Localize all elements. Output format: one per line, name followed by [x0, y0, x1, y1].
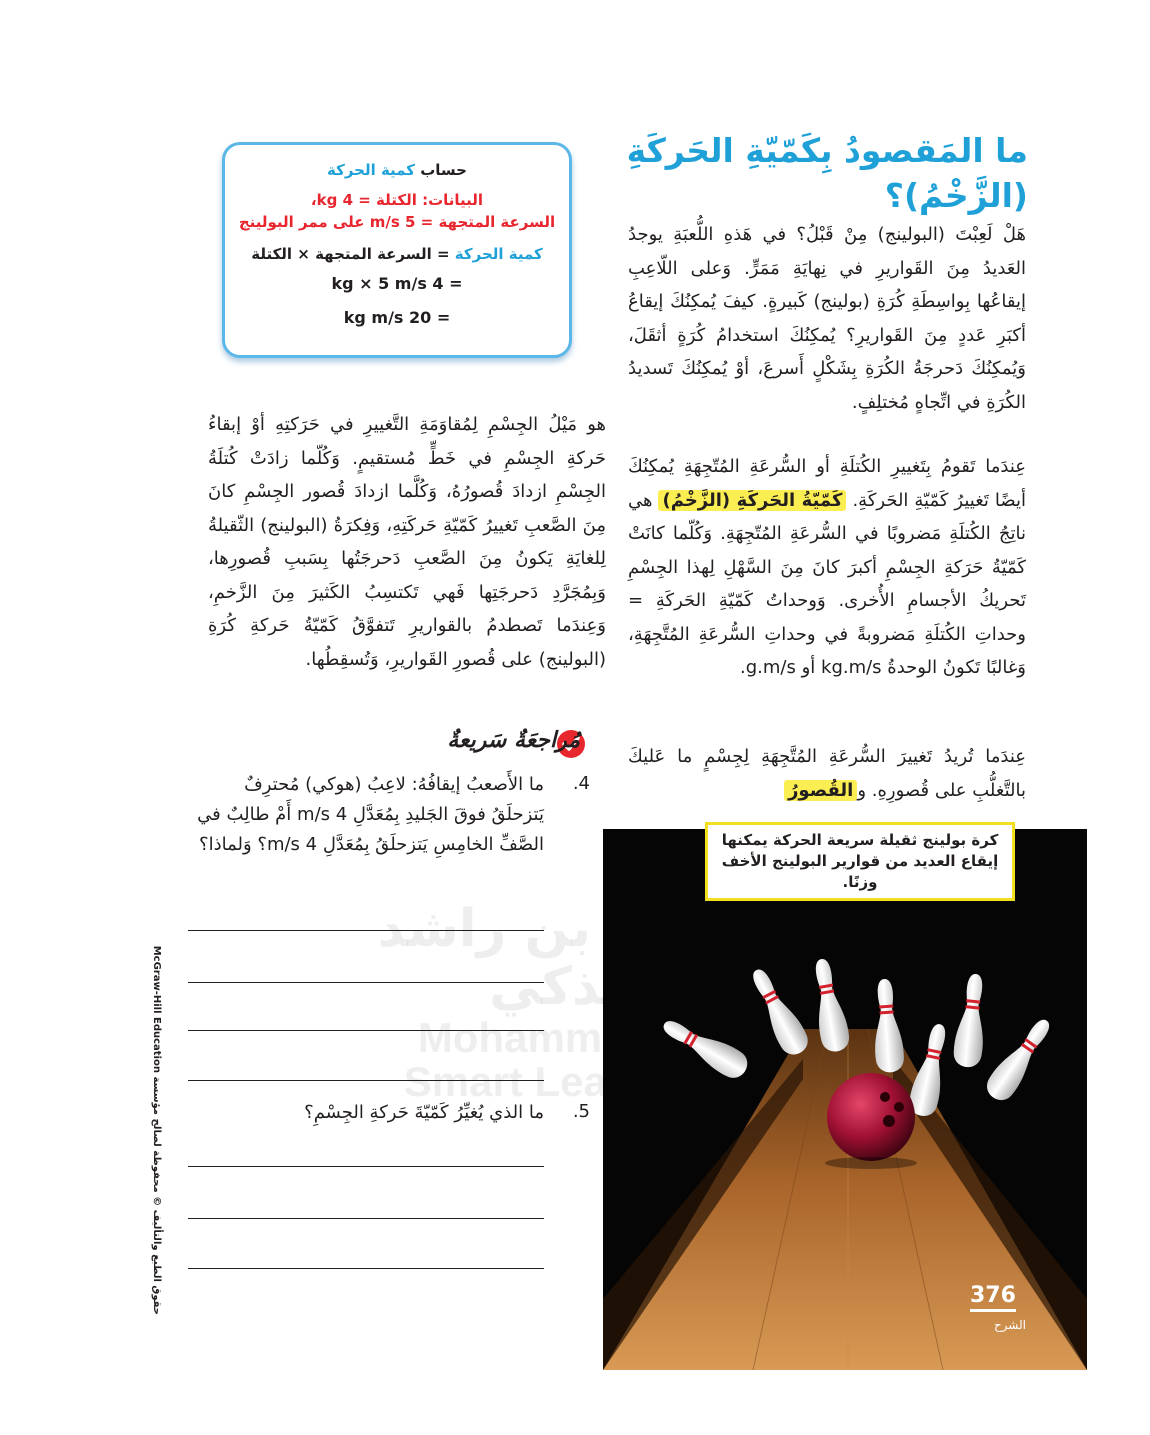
page-number-value: 376 [970, 1283, 1016, 1312]
paragraph-text: عِندَما تَقومُ بِتَغييرِ الكُتلَةِ أو السُّرعَةِ المُتّجِهَةِ يُمكِنُكَ أيضًا تَغييرُ كَمّيّةِ الحَركَةِ. [628, 456, 1026, 511]
page-number [970, 1283, 1030, 1312]
page-title: ما المَقصودُ بِكَمّيّةِ الحَركَةِ (الزَّخْمُ)؟ [626, 131, 1028, 215]
paragraph-text: هي ناتِجُ الكُتلَةِ مَضروبًا في السُّرعَةِ المُتّجِهَةِ. وَكُلّما كانَتْ كَمّيّةُ حَرَكةِ الجِسْمِ أكبرَ كانَ مِنَ السَّهْلِ لِهذا الجِسْمِ تَحريكُ الأجسامِ الأُخرى. وَوحداتُ كَمّيّةِ الحَركَةِ = وحداتِ الكُتلَةِ مَضروبةً في وحداتِ السُّرعَةِ المُتَّجِهَةِ، وَغالبًا تَكونُ الوحدةُ kg.m/s أو g.m/s. [628, 489, 1026, 678]
page-label: الشرح [993, 1318, 1026, 1332]
answer-line[interactable] [188, 1218, 544, 1219]
question-4-text: ما الأَصعبُ إيقافُهُ: لاعِبُ (هوكي) مُحترِفٌ يَتزحلَقُ فوقَ الجَليدِ بِمُعَدَّلِ 4 m/s أَمْ طالِبٌ في الصَّفِّ الخامِسِ يَتزحلَقُ بِمُعَدَّلِ 4 m/s؟ وَلماذا؟ [197, 774, 544, 855]
calc-step-2: = 20 kg m/s [343, 308, 451, 327]
photo-caption: كرة بولينج ثقيلة سريعة الحركة يمكنها إيقاع العديد من قوارير البولينج الأخف وزنًا. [705, 822, 1015, 901]
paragraph-inertia-definition: هو مَيْلُ الجِسْمِ لِمُقاوَمَةِ التَّغييرِ في حَرَكتِهِ أوْ إبقاءُ حَركةِ الجِسْمِ في خَطٍّ مُستقيمٍ. وَكُلّما زادَتْ كُتلَةُ الجِسْمِ ازدادَ قُصورُهُ، وَكُلَّما ازدادَ قُصور الجِسْمِ كانَ مِنَ الصَّعبِ تَغييرُ كَمّيّةِ حَركَتِهِ، وَفِكرَةُ (البولينج) الثّقيلةُ لِلغايَةِ يَكونُ مِنَ الصَّعبِ دَحرجَتُها بِسَببِ قُصورِها، وَبِمُجَرَّدِ دَحرجَتِها فَهي تَكتسِبُ الكَثيرَ مِنَ الزَّخمِ، وَعِندَما تَصطدمُ بالقواريرِ تَتفوَّقُ كَمّيّةُ حَركةِ كُرَةِ (البولينج) على قُصورِ القَواريرِ، وَتُسقِطُها. [208, 414, 606, 670]
calc-given-velocity: السرعة المتجهة = 5 m/s على ممر البولينج [238, 213, 556, 231]
momentum-calculation-box [222, 142, 572, 358]
question-number: 4. [572, 773, 590, 794]
answer-line[interactable] [188, 1166, 544, 1167]
key-term-inertia: القُصورُ [784, 780, 857, 801]
paragraph-inertia [628, 740, 1026, 807]
answer-line[interactable] [188, 930, 544, 931]
watermark-line: الذكي [489, 957, 640, 1017]
calc-formula [225, 243, 569, 265]
calc-heading [225, 159, 569, 181]
answer-line[interactable] [188, 982, 544, 983]
watermark-line: بن راشد [377, 899, 591, 959]
calc-formula-rest: = السرعة المتجهة × الكتلة [251, 245, 455, 263]
calc-step-1: = 4 kg × 5 m/s [331, 274, 463, 293]
watermark-line: Smart [403, 1058, 523, 1105]
paragraph-intro: هَلْ لَعِبْتَ (البولينج) مِنْ قَبْلُ؟ في هَذهِ اللُّعبَةِ يوجدُ العَديدُ مِنَ القَواريرِ في نِهايَةِ مَمَرٍّ. وَعلى اللّاعِبِ إيقاعُها بِواسِطَةِ كُرَةِ (بولينج) كَبيرةٍ. كيفَ يُمكِنُكَ إيقاعُ أكبَرِ عَددٍ مِنَ القَواريرِ؟ يُمكِنُكَ استخدامُ كُرَةٍ أثقَلَ، وَيُمكِنُكَ دَحرجَةُ الكُرَةِ بِشَكْلٍ أَسرعَ، أوْ يُمكِنُكَ تَسديدُ الكُرَةِ في اتِّجاهٍ مُختلِفٍ. [628, 224, 1026, 413]
key-term-momentum: كَمّيّةُ الحَركَةِ (الزَّخْمُ) [658, 490, 846, 511]
question-number: 5. [572, 1101, 590, 1122]
paragraph-momentum [628, 450, 1026, 685]
quick-review-heading: مُراجعَةٌ سَريعةٌ [447, 728, 580, 753]
answer-line[interactable] [188, 1080, 544, 1081]
answer-line[interactable] [188, 1030, 544, 1031]
answer-line[interactable] [188, 1268, 544, 1269]
calc-heading-term: كمية الحركة [327, 161, 415, 179]
question-5-text: ما الذي يُغيِّرُ كَمّيّةَ حَركةِ الجِسْمِ؟ [304, 1102, 544, 1123]
calc-heading-text: حساب [414, 161, 467, 179]
paragraph-text: عِندَما تُريدُ تَغييرَ السُّرعَةِ المُتَّجِهَةِ لِجِسْمٍ ما عَليكَ بالتَّغلُّبِ على قُصورِهِ. و [628, 746, 1026, 801]
copyright-side-text: حقوق الطبع والتأليف © محفوظة لصالح مؤسسة McGraw-Hill Education [151, 945, 162, 1315]
calc-given-mass: البيانات: الكتلة = 4 kg، [310, 191, 484, 209]
calc-formula-term: كمية الحركة [454, 245, 543, 263]
watermark-line: Mohammed [417, 1014, 652, 1061]
